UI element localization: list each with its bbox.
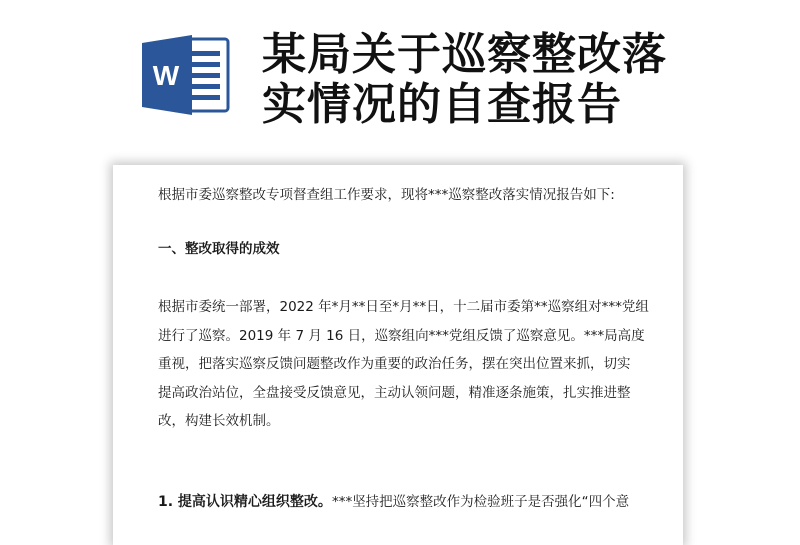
- section-heading: 一、整改取得的成效: [158, 241, 280, 257]
- body-paragraph: [158, 293, 649, 436]
- word-document-icon: [142, 33, 230, 117]
- word-icon-letter: W: [152, 60, 180, 91]
- body-line: 改，构建长效机制。: [158, 413, 280, 429]
- item-text: ***坚持把巡察整改作为检验班子是否强化“四个意: [331, 494, 630, 510]
- body-line: 提高政治站位，全盘接受反馈意见，主动认领问题，精准逐条施策，扎实推进整: [158, 384, 631, 401]
- document-page: [113, 165, 683, 545]
- body-line: 重视，把落实巡察反馈问题整改作为重要的政治任务，摆在突出位置来抓，切实: [158, 356, 631, 372]
- intro-paragraph: 根据市委巡察整改专项督查组工作要求，现将***巡察整改落实情况报告如下:: [158, 187, 615, 203]
- title-line-2: 实情况的自查报告: [262, 79, 622, 130]
- body-line: 根据市委统一部署，2022 年*月**日至*月**日，十二届市委第**巡察组对***党组: [158, 299, 649, 315]
- item-label: 1. 提高认识精心组织整改。: [158, 494, 332, 510]
- body-line: 进行了巡察。2019 年 7 月 16 日，巡察组向***党组反馈了巡察意见。***局高度: [158, 327, 645, 344]
- header-banner: [0, 0, 800, 140]
- title-line-1: 某局关于巡察整改落: [262, 29, 667, 80]
- document-title: [262, 30, 782, 130]
- numbered-item-paragraph: [158, 492, 629, 512]
